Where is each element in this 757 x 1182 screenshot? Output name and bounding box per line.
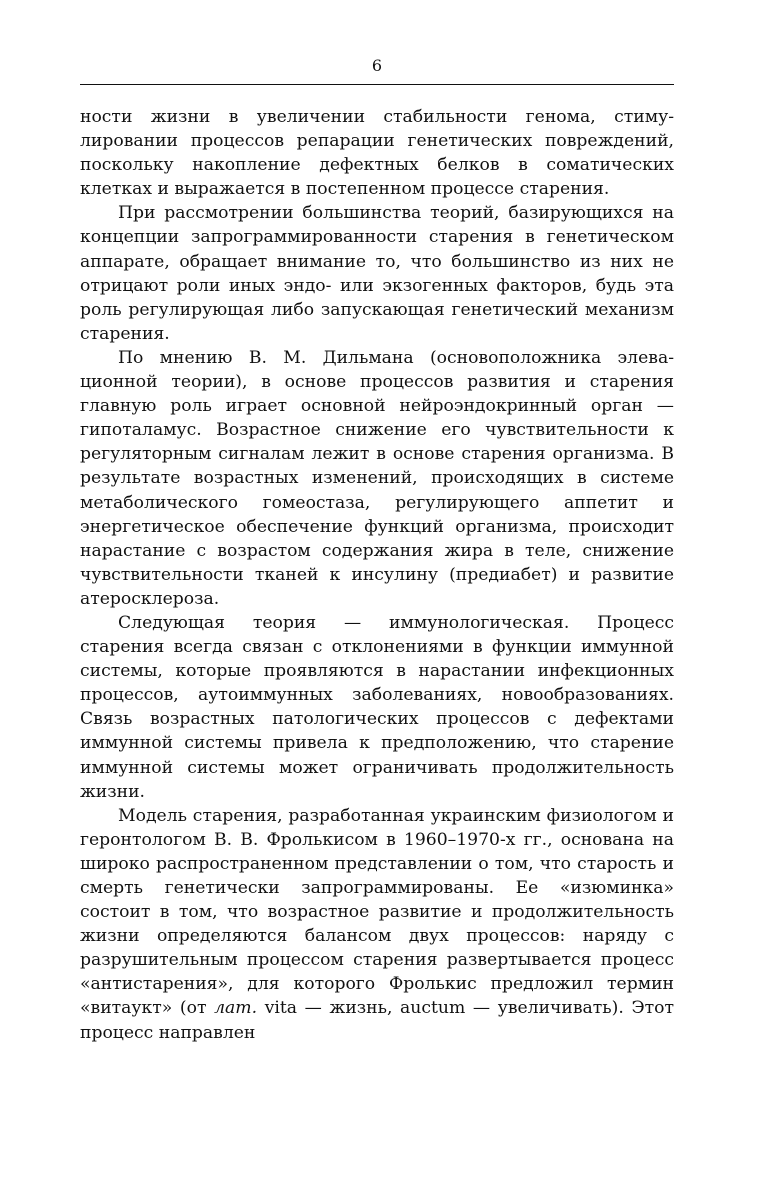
header-rule: [80, 84, 674, 85]
paragraph-frolkis: [80, 804, 674, 1045]
paragraph-text: vita — жизнь, auctum — увеличивать). Этот процесс направлен: [80, 998, 674, 1043]
italic-abbreviation: лат.: [214, 998, 258, 1019]
paragraph-text: Модель старения, разработанная украинским физиологом и геронтологом В. В. Фролькисом в 1960–1970-х гг., основана на широко распространенном представлении о том, что старость и смерть генетически запрограммированы. Ее «изюминка» состоит в том, что возрастное развитие и продолжительность жизни определяются балансом двух процессов: наряду с разрушительным процессом старения развертывается процесс «антистарения», для которого Фролькис предложил термин «витаукт» (от: [80, 805, 674, 1019]
paragraph-continuation: ности жизни в увеличении стабильности генома, стимулировании процессов репарации генетических повреждений, поскольку накопление дефектных белков в соматических клетках и выражается в постепенном процессе старения.: [80, 107, 674, 200]
page-number: 6: [371, 56, 383, 75]
book-page: [80, 56, 674, 1045]
body-text: [80, 105, 674, 1045]
paragraph: При рассмотрении большинства теорий, базирующихся на концепции запрограммированности старения в генетическом аппарате, обращает внимание то, что большинство из них не отрицают роли иных эндо- или экзогенных факторов, будь эта роль регулирующая либо запускающая генетический механизм старения.: [80, 203, 674, 344]
paragraph: По мнению В. М. Дильмана (основоположника элевационной теории), в основе процессов развития и старения главную роль играет основной нейроэндокринный орган — гипоталамус. Возрастное снижение его чувствительности к регуляторным сигналам лежит в основе старения организма. В результате возрастных изменений, происходящих в системе метаболического гомеостаза, регулирующего аппетит и энергетическое обеспечение функций организма, происходит нарастание с возрастом содержания жира в теле, снижение чувствительности тканей к инсулину (предиабет) и развитие атеросклероза.: [80, 347, 674, 609]
paragraph: Следующая теория — иммунологическая. Процесс старения всегда связан с отклонениями в функции иммунной системы, которые проявляются в нарастании инфекционных процессов, аутоиммунных заболеваниях, новообразованиях. Связь возрастных патологических процессов с дефектами иммунной системы привела к предположению, что старение иммунной системы может ограничивать продолжительность жизни.: [80, 612, 674, 802]
